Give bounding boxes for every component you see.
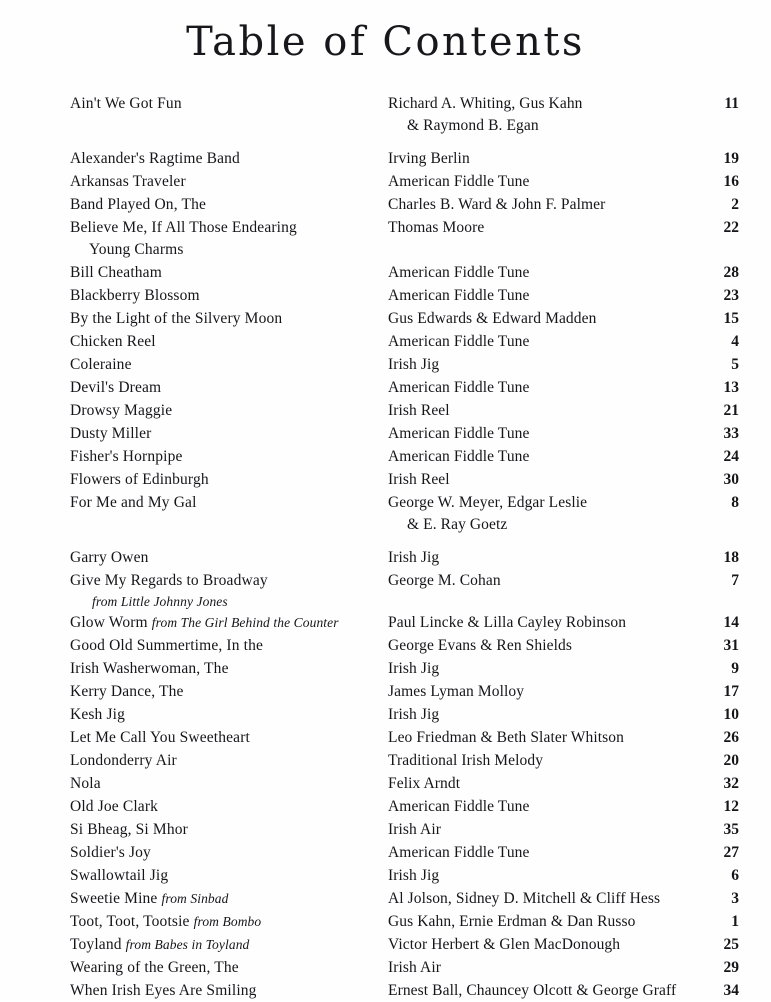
entry-author: American Fiddle Tune bbox=[388, 425, 530, 442]
entry-title-cell bbox=[70, 546, 388, 569]
table-of-contents-list bbox=[70, 92, 742, 1002]
entry-title-cell bbox=[70, 634, 388, 657]
table-row[interactable] bbox=[70, 680, 742, 703]
entry-title: By the Light of the Silvery Moon bbox=[70, 310, 283, 327]
entry-page-number: 31 bbox=[723, 637, 739, 654]
table-row[interactable] bbox=[70, 611, 742, 634]
entry-author-cell bbox=[388, 569, 694, 592]
entry-title-cell bbox=[70, 92, 388, 115]
entry-author: Irish Jig bbox=[388, 660, 440, 677]
entry-title-cell bbox=[70, 261, 388, 284]
entry-page-number: 32 bbox=[723, 775, 739, 792]
entry-page-number: 33 bbox=[723, 425, 739, 442]
entry-author-cell bbox=[388, 468, 694, 491]
entry-title-cell bbox=[70, 818, 388, 841]
entry-title-cell bbox=[70, 399, 388, 422]
entry-page-number: 8 bbox=[731, 494, 739, 511]
entry-title-cell bbox=[70, 726, 388, 749]
table-row[interactable] bbox=[70, 657, 742, 680]
entry-title: Arkansas Traveler bbox=[70, 173, 186, 190]
table-row[interactable] bbox=[70, 330, 742, 353]
entry-author-cell bbox=[388, 818, 694, 841]
entry-title-cell bbox=[70, 864, 388, 887]
entry-author: Irish Air bbox=[388, 959, 441, 976]
table-row[interactable] bbox=[70, 910, 742, 933]
entry-title-cell bbox=[70, 468, 388, 491]
entry-author: Richard A. Whiting, Gus Kahn bbox=[388, 95, 583, 112]
entry-source-note: from Babes in Toyland bbox=[125, 937, 250, 952]
entry-page-number: 29 bbox=[723, 959, 739, 976]
table-row[interactable] bbox=[70, 284, 742, 307]
table-row[interactable] bbox=[70, 468, 742, 491]
entry-title: Flowers of Edinburgh bbox=[70, 471, 209, 488]
entry-title-cell bbox=[70, 841, 388, 864]
table-row[interactable] bbox=[70, 353, 742, 376]
entry-title: Fisher's Hornpipe bbox=[70, 448, 183, 465]
entry-author-cell bbox=[388, 749, 694, 772]
entry-title: Glow Worm bbox=[70, 614, 148, 631]
entry-author: American Fiddle Tune bbox=[388, 844, 530, 861]
entry-author: George M. Cohan bbox=[388, 572, 501, 589]
entry-title-cell bbox=[70, 307, 388, 330]
entry-title-cell bbox=[70, 216, 388, 261]
entry-title-cell bbox=[70, 933, 388, 956]
entry-title: Old Joe Clark bbox=[70, 798, 159, 815]
entry-page-number: 18 bbox=[723, 549, 739, 566]
table-row[interactable] bbox=[70, 772, 742, 795]
entry-title: Drowsy Maggie bbox=[70, 402, 173, 419]
entry-author: Irish Air bbox=[388, 821, 441, 838]
entry-author-cell bbox=[388, 910, 694, 933]
entry-title-cell bbox=[70, 445, 388, 468]
entry-author-cell bbox=[388, 376, 694, 399]
table-row[interactable] bbox=[70, 92, 742, 137]
entry-author-cell bbox=[388, 726, 694, 749]
entry-title: Irish Washerwoman, The bbox=[70, 660, 229, 677]
entry-author-cell bbox=[388, 193, 694, 216]
entry-author: George Evans & Ren Shields bbox=[388, 637, 572, 654]
entry-title-cell bbox=[70, 611, 388, 634]
table-row[interactable] bbox=[70, 216, 742, 261]
table-row[interactable] bbox=[70, 422, 742, 445]
entry-title: Dusty Miller bbox=[70, 425, 152, 442]
entry-author-cell bbox=[388, 933, 694, 956]
table-row[interactable] bbox=[70, 979, 742, 1002]
entry-author: Irish Reel bbox=[388, 402, 450, 419]
entry-page-number: 34 bbox=[723, 982, 739, 999]
entry-title-cell bbox=[70, 703, 388, 726]
entry-author: American Fiddle Tune bbox=[388, 448, 530, 465]
table-row[interactable] bbox=[70, 170, 742, 193]
entry-title: Coleraine bbox=[70, 356, 132, 373]
entry-page-number: 14 bbox=[723, 614, 739, 631]
entry-author: James Lyman Molloy bbox=[388, 683, 525, 700]
table-row[interactable] bbox=[70, 147, 742, 170]
entry-title: Give My Regards to Broadway bbox=[70, 572, 268, 589]
entry-page-number: 13 bbox=[723, 379, 739, 396]
entry-author-cell bbox=[388, 864, 694, 887]
table-row[interactable] bbox=[70, 887, 742, 910]
entry-author: Irving Berlin bbox=[388, 150, 470, 167]
entry-title-cell bbox=[70, 680, 388, 703]
entry-author: Ernest Ball, Chauncey Olcott & George Graff bbox=[388, 982, 677, 999]
entry-title: Toyland bbox=[70, 936, 122, 953]
entry-page-number: 28 bbox=[723, 264, 739, 281]
entry-title: For Me and My Gal bbox=[70, 494, 197, 511]
entry-title-cell bbox=[70, 887, 388, 910]
entry-title: Good Old Summertime, In the bbox=[70, 637, 264, 654]
entry-author: American Fiddle Tune bbox=[388, 333, 530, 350]
entry-title: Si Bheag, Si Mhor bbox=[70, 821, 188, 838]
entry-title-cell bbox=[70, 353, 388, 376]
entry-author: Charles B. Ward & John F. Palmer bbox=[388, 196, 606, 213]
table-row[interactable] bbox=[70, 193, 742, 216]
entry-page-number: 1 bbox=[731, 913, 739, 930]
entry-title: Wearing of the Green, The bbox=[70, 959, 239, 976]
entry-page-number: 6 bbox=[731, 867, 739, 884]
entry-title: Kerry Dance, The bbox=[70, 683, 184, 700]
entry-source-note: from The Girl Behind the Counter bbox=[151, 615, 339, 630]
entry-title: Believe Me, If All Those Endearing bbox=[70, 219, 297, 236]
entry-page-number: 7 bbox=[731, 572, 739, 589]
entry-page-number: 23 bbox=[723, 287, 739, 304]
entry-title: Londonderry Air bbox=[70, 752, 177, 769]
entry-author-cell bbox=[388, 657, 694, 680]
table-row[interactable] bbox=[70, 726, 742, 749]
entry-source-note: from Little Johnny Jones bbox=[92, 594, 228, 609]
entry-author-cell bbox=[388, 170, 694, 193]
entry-title-cell bbox=[70, 956, 388, 979]
entry-page-number: 30 bbox=[723, 471, 739, 488]
entry-title: Alexander's Ragtime Band bbox=[70, 150, 240, 167]
entry-title: Soldier's Joy bbox=[70, 844, 151, 861]
entry-author: Traditional Irish Melody bbox=[388, 752, 544, 769]
entry-author: Irish Jig bbox=[388, 549, 440, 566]
entry-author-cell bbox=[388, 491, 694, 536]
entry-author: George W. Meyer, Edgar Leslie bbox=[388, 494, 588, 511]
entry-author-cell bbox=[388, 307, 694, 330]
entry-author-cell bbox=[388, 841, 694, 864]
entry-page-number: 3 bbox=[731, 890, 739, 907]
entry-author-cell bbox=[388, 353, 694, 376]
entry-page-number: 16 bbox=[723, 173, 739, 190]
entry-title-cell bbox=[70, 284, 388, 307]
entry-page-number: 25 bbox=[723, 936, 739, 953]
entry-title: Blackberry Blossom bbox=[70, 287, 200, 304]
entry-author-cell bbox=[388, 634, 694, 657]
entry-author: American Fiddle Tune bbox=[388, 379, 530, 396]
table-row[interactable] bbox=[70, 491, 742, 536]
entry-title-cell bbox=[70, 657, 388, 680]
entry-author: Irish Jig bbox=[388, 356, 440, 373]
entry-title: Band Played On, The bbox=[70, 196, 207, 213]
entry-author: American Fiddle Tune bbox=[388, 798, 530, 815]
entry-page-number: 5 bbox=[731, 356, 739, 373]
entry-page-number: 10 bbox=[723, 706, 739, 723]
entry-title-cell bbox=[70, 749, 388, 772]
entry-author-cell bbox=[388, 216, 694, 239]
entry-page-number: 27 bbox=[723, 844, 739, 861]
entry-title-cell bbox=[70, 979, 388, 1002]
entry-page-number: 24 bbox=[723, 448, 739, 465]
entry-author-cell bbox=[388, 422, 694, 445]
entry-author: Al Jolson, Sidney D. Mitchell & Cliff Hess bbox=[388, 890, 661, 907]
entry-author: Gus Kahn, Ernie Erdman & Dan Russo bbox=[388, 913, 636, 930]
entry-author-cell bbox=[388, 546, 694, 569]
entry-author: American Fiddle Tune bbox=[388, 287, 530, 304]
entry-title-cell bbox=[70, 170, 388, 193]
entry-author: Irish Jig bbox=[388, 706, 440, 723]
entry-author: Paul Lincke & Lilla Cayley Robinson bbox=[388, 614, 627, 631]
entry-author: Gus Edwards & Edward Madden bbox=[388, 310, 597, 327]
entry-title-cell bbox=[70, 910, 388, 933]
entry-author-cell bbox=[388, 445, 694, 468]
page-title: Table of Contents bbox=[186, 19, 585, 65]
entry-author-cell bbox=[388, 330, 694, 353]
entry-title-cell bbox=[70, 569, 388, 611]
entry-page-number: 20 bbox=[723, 752, 739, 769]
table-row[interactable] bbox=[70, 841, 742, 864]
entry-author-cell bbox=[388, 680, 694, 703]
entry-title-cell bbox=[70, 147, 388, 170]
entry-title: Toot, Toot, Tootsie bbox=[70, 913, 190, 930]
entry-title: Kesh Jig bbox=[70, 706, 126, 723]
entry-author-continuation: & E. Ray Goetz bbox=[407, 516, 508, 533]
table-row[interactable] bbox=[70, 703, 742, 726]
entry-title-cell bbox=[70, 795, 388, 818]
entry-page-number: 4 bbox=[731, 333, 739, 350]
entry-author: Irish Jig bbox=[388, 867, 440, 884]
entry-page-number: 21 bbox=[723, 402, 739, 419]
entry-author-cell bbox=[388, 147, 694, 170]
table-row[interactable] bbox=[70, 818, 742, 841]
entry-title: Swallowtail Jig bbox=[70, 867, 169, 884]
entry-title: Ain't We Got Fun bbox=[70, 95, 182, 112]
table-row[interactable] bbox=[70, 445, 742, 468]
entry-page-number: 2 bbox=[731, 196, 739, 213]
entry-source-note: from Bombo bbox=[193, 914, 262, 929]
entry-page-number: 12 bbox=[723, 798, 739, 815]
table-row[interactable] bbox=[70, 864, 742, 887]
table-row[interactable] bbox=[70, 261, 742, 284]
entry-author: American Fiddle Tune bbox=[388, 173, 530, 190]
entry-author-cell bbox=[388, 772, 694, 795]
entry-title: Sweetie Mine bbox=[70, 890, 158, 907]
table-row[interactable] bbox=[70, 634, 742, 657]
entry-author-cell bbox=[388, 887, 694, 910]
table-row[interactable] bbox=[70, 399, 742, 422]
entry-author-continuation: & Raymond B. Egan bbox=[407, 117, 539, 134]
entry-author-cell bbox=[388, 979, 694, 1002]
entry-title-cell bbox=[70, 193, 388, 216]
entry-page-number: 9 bbox=[731, 660, 739, 677]
entry-title: When Irish Eyes Are Smiling bbox=[70, 982, 257, 999]
entry-page-number: 11 bbox=[724, 95, 739, 112]
entry-page-number: 22 bbox=[723, 219, 739, 236]
entry-author-cell bbox=[388, 611, 694, 634]
entry-title: Nola bbox=[70, 775, 101, 792]
entry-author-cell bbox=[388, 703, 694, 726]
entry-page-number: 17 bbox=[723, 683, 739, 700]
entry-title: Devil's Dream bbox=[70, 379, 162, 396]
table-row[interactable] bbox=[70, 546, 742, 569]
table-row[interactable] bbox=[70, 933, 742, 956]
entry-title: Chicken Reel bbox=[70, 333, 156, 350]
table-row[interactable] bbox=[70, 376, 742, 399]
table-row[interactable] bbox=[70, 749, 742, 772]
entry-page-number: 26 bbox=[723, 729, 739, 746]
entry-page-number: 35 bbox=[723, 821, 739, 838]
entry-author-cell bbox=[388, 92, 694, 137]
entry-author-cell bbox=[388, 795, 694, 818]
entry-title: Bill Cheatham bbox=[70, 264, 162, 281]
entry-title-cell bbox=[70, 422, 388, 445]
entry-source-note: from Sinbad bbox=[161, 891, 229, 906]
table-row[interactable] bbox=[70, 795, 742, 818]
entry-author: Felix Arndt bbox=[388, 775, 461, 792]
entry-title-cell bbox=[70, 772, 388, 795]
entry-author: Irish Reel bbox=[388, 471, 450, 488]
table-row[interactable] bbox=[70, 956, 742, 979]
entry-author: American Fiddle Tune bbox=[388, 264, 530, 281]
table-row[interactable] bbox=[70, 307, 742, 330]
entry-title: Let Me Call You Sweetheart bbox=[70, 729, 250, 746]
entry-author: Thomas Moore bbox=[388, 219, 485, 236]
entry-title-cell bbox=[70, 376, 388, 399]
entry-page-number: 19 bbox=[723, 150, 739, 167]
entry-author-cell bbox=[388, 284, 694, 307]
entry-title-cell bbox=[70, 330, 388, 353]
entry-title: Garry Owen bbox=[70, 549, 149, 566]
entry-author: Victor Herbert & Glen MacDonough bbox=[388, 936, 621, 953]
entry-page-number: 15 bbox=[723, 310, 739, 327]
entry-title-continuation: Young Charms bbox=[89, 241, 184, 258]
entry-author-cell bbox=[388, 261, 694, 284]
entry-author-cell bbox=[388, 399, 694, 422]
table-row[interactable] bbox=[70, 569, 742, 611]
entry-title-cell bbox=[70, 491, 388, 514]
entry-author: Leo Friedman & Beth Slater Whitson bbox=[388, 729, 625, 746]
entry-author-cell bbox=[388, 956, 694, 979]
